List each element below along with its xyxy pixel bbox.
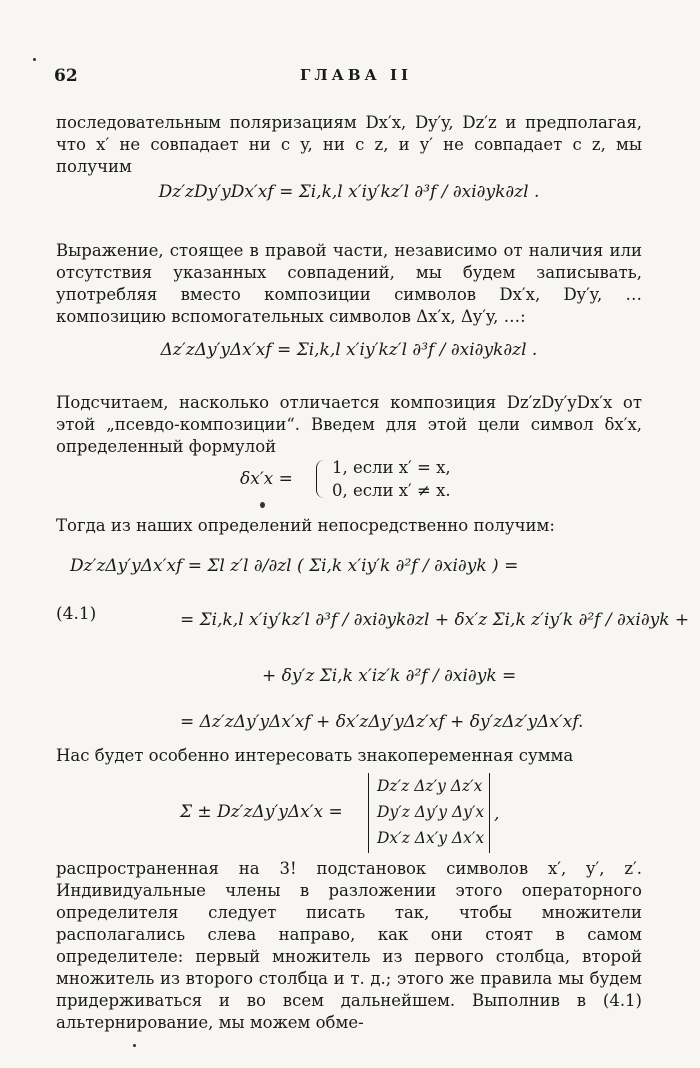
paragraph-4: Тогда из наших определений непосредственно получим: <box>56 516 555 535</box>
eq41-line-4: = Δz′zΔy′yΔx′xf + δx′zΔy′yΔz′xf + δy′zΔz′yΔx′xf. <box>180 712 584 732</box>
eq41-line-2: = Σi,k,l x′iy′kz′l ∂³f / ∂xi∂yk∂zl + δx′z Σi,k z′iy′k ∂²f / ∂xi∂yk + <box>180 610 690 630</box>
brace-icon <box>316 460 327 498</box>
paragraph-5: Нас будет особенно интересовать знакопеременная сумма <box>56 746 574 765</box>
formula-1: Dz′zDy′yDx′xf = Σi,k,l x′iy′kz′l ∂³f / ∂xi∂yk∂zl . <box>158 182 540 202</box>
paragraph-2: Выражение, стоящее в правой части, независимо от наличия или отсутствия указанных совпадений, мы будем записывать, употребляя вместо композиции символов Dx′x, Dy′y, … композицию вспомогательных символов Δx′x, Δy′y, …: <box>56 241 642 326</box>
formula-2: Δz′zΔy′yΔx′xf = Σi,k,l x′iy′kz′l ∂³f / ∂xi∂yk∂zl . <box>160 340 538 360</box>
paragraph-6: распространенная на 3! подстановок символов x′, y′, z′. Индивидуальные члены в разложении этого операторного определителя следует писать так, чтобы множители располагались слева направо, как они стоят в самом определителе: первый множитель из первого столбца, второй множитель из второго столбца и т. д.; этого же правила мы будем придерживаться и во всем дальнейшем. Выполнив в (4.1) альтернирование, мы можем обме- <box>56 859 642 1032</box>
speck-mark <box>33 58 36 61</box>
delta-lhs: δx′x = <box>240 469 293 489</box>
speck-mark <box>133 1044 136 1047</box>
equation-number: (4.1) <box>56 604 97 624</box>
det-lhs: Σ ± Dz′zΔy′yΔx′x = <box>180 802 343 822</box>
delta-case-1: 1, если x′ = x, <box>332 458 451 477</box>
ink-mark <box>260 502 265 508</box>
determinant-matrix <box>368 773 490 853</box>
det-row-1: Dz′z Δz′y Δz′x <box>377 777 483 795</box>
delta-case-2: 0, если x′ ≠ x. <box>332 481 451 500</box>
paragraph-1: последовательным поляризациям Dx′x, Dy′y, Dz′z и предполагая, что x′ не совпадает ни с y, ни с z, и y′ не совпадает с z, мы получим <box>56 113 642 176</box>
det-tail: , <box>494 804 500 824</box>
eq41-line-1: Dz′zΔy′yΔx′xf = Σl z′l ∂/∂zl ( Σi,k x′iy′k ∂²f / ∂xi∂yk ) = <box>70 556 519 576</box>
paragraph-3: Подсчитаем, насколько отличается композиция Dz′zDy′yDx′x от этой „псевдо-композиции“. Введем для этой цели символ δx′x, определенный формулой <box>56 393 642 456</box>
det-row-2: Dy′z Δy′y Δy′x <box>377 803 485 821</box>
det-row-3: Dx′z Δx′y Δx′x <box>377 829 485 847</box>
running-head: ГЛАВА II <box>300 66 412 84</box>
eq41-line-3: + δy′z Σi,k x′iz′k ∂²f / ∂xi∂yk = <box>262 666 517 686</box>
page-number: 62 <box>54 66 78 86</box>
